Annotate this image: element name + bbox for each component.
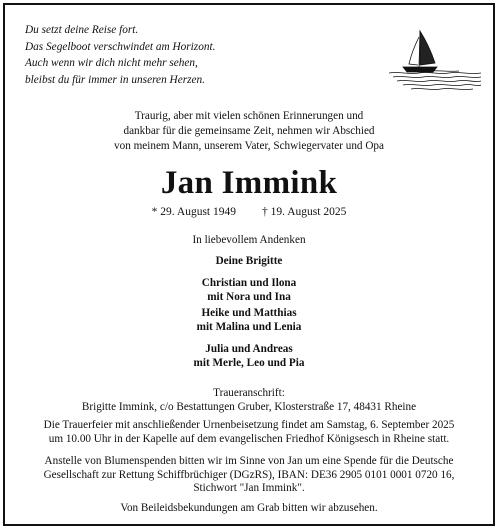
intro-line: von meinem Mann, unserem Vater, Schwiegervater und Opa [114,140,384,152]
birth-date: * 29. August 1949 [151,206,236,218]
poem-line: Das Segelboot verschwindet am Horizont. [25,40,216,53]
address-label: Traueranschrift: [213,387,285,399]
obituary-notice [3,3,495,526]
intro-line: dankbar für die gemeinsame Zeit, nehmen wir Abschied [123,125,375,137]
poem-line: Du setzt deine Reise fort. [25,24,139,36]
family-group [5,307,493,334]
family-line: Deine Brigitte [215,255,283,267]
family-line: mit Malina und Lenia [196,320,302,333]
family-group [5,343,493,370]
intro-line: Traurig, aber mit vielen schönen Erinnerungen und [134,110,364,122]
family-line: mit Nora und Ina [207,290,291,303]
ceremony-info [5,419,493,446]
donation-line: Stichwort "Jan Immink". [193,482,305,494]
mourning-address [5,387,493,414]
intro-text [5,109,493,154]
ceremony-line: um 10.00 Uhr in der Kapelle auf dem evangelischen Friedhof Königsesch in Rheine statt. [48,432,450,445]
family-line: Christian und Ilona [201,277,297,289]
sailboat-icon [389,25,481,91]
address-text: Brigitte Immink, c/o Bestattungen Gruber, Klosterstraße 17, 48431 Rheine [81,400,417,413]
life-dates [5,205,493,219]
poem-line: bleibst du für immer in unseren Herzen. [25,73,205,86]
death-date: † 19. August 2025 [262,206,347,218]
poem-line: Auch wenn wir dich nicht mehr sehen, [25,57,198,69]
family-line: mit Merle, Leo und Pia [193,356,305,369]
donation-line: Gesellschaft zur Rettung Schiffbrüchiger (DGzRS), IBAN: DE36 2905 0101 0001 0720 16, [43,468,455,481]
deceased-name: Jan Immink [160,165,338,201]
family-group [5,277,493,304]
poem [25,22,215,88]
ceremony-line: Die Trauerfeier mit anschließender Urnenbeisetzung findet am Samstag, 6. September 2025 [43,419,455,431]
family-group [5,255,493,269]
family-line: Heike und Matthias [201,307,297,319]
memory-line: In liebevollem Andenken [192,234,306,246]
donation-info [5,455,493,496]
donation-line: Anstelle von Blumenspenden bitten wir im Sinne von Jan um eine Spende für die Deutsche [44,455,454,467]
family-line: Julia und Andreas [205,343,293,355]
closing-note: Von Beileidsbekundungen am Grab bitten wir abzusehen. [120,502,378,514]
